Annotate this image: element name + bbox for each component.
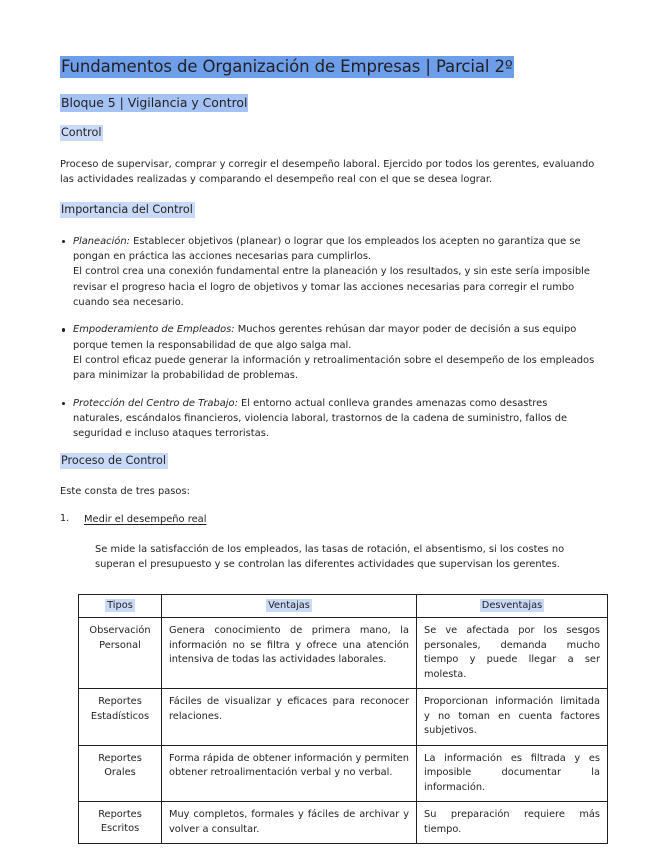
table-row xyxy=(79,689,608,745)
cell-desventajas: Se ve afectada por los sesgos personales, demanda mucho tiempo y puede llegar a ser molesta. xyxy=(417,618,608,689)
block-heading xyxy=(60,95,595,111)
cell-ventajas: Forma rápida de obtener información y permiten obtener retroalimentación verbal y no verbal. xyxy=(162,745,417,801)
page-title-text: Fundamentos de Organización de Empresas | Parcial 2º xyxy=(61,57,513,76)
bullet-text: Establecer objetivos (planear) o lograr que los empleados los acepten no garantiza que se pongan en práctica las acciones necesarias para cumplirlos. xyxy=(73,235,581,262)
list-item xyxy=(60,512,595,572)
cell-ventajas: Fáciles de visualizar y eficaces para reconocer relaciones. xyxy=(162,689,417,745)
section-heading-control-text: Control xyxy=(61,126,102,140)
cell-desventajas: Proporcionan información limitada y no toman en cuenta factores subjetivos. xyxy=(417,689,608,745)
bullet-text-secondary: El control crea una conexión fundamental entre la planeación y los resultados, y sin este sería imposible revisar el progreso hacia el logro de objetivos y tomar las acciones necesarias para corregir el rumbo cuando sea necesario. xyxy=(73,266,590,308)
list-item xyxy=(60,234,595,311)
table-header-row xyxy=(79,595,608,618)
bullet-text: El entorno actual conlleva grandes amenazas como desastres naturales, escándalos financieros, violencia laboral, trastornos de la cadena de suministro, fallos de seguridad e incluso ataques terroristas. xyxy=(73,397,568,440)
section-heading-importancia-text: Importancia del Control xyxy=(61,203,193,217)
table-row xyxy=(79,802,608,844)
step-body: Se mide la satisfacción de los empleados, las tasas de rotación, el absentismo, si los costes no superan el presupuesto y se controlan las diferentes actividades que supervisan los gerentes. xyxy=(95,543,565,571)
page-title xyxy=(60,56,595,78)
column-header-desventajas-text: Desventajas xyxy=(481,600,543,612)
importance-bullet-list xyxy=(60,234,595,442)
intro-paragraph: Proceso de supervisar, comprar y corregir el desempeño laboral. Ejercido por todos los gerentes, evaluando las actividades realizadas y comparando el desempeño real con el que se desea lograr. xyxy=(60,158,595,185)
block-heading-text: Bloque 5 | Vigilancia y Control xyxy=(61,95,248,111)
process-step-list xyxy=(60,512,595,572)
table-row xyxy=(79,745,608,801)
table-row xyxy=(79,618,608,689)
cell-tipo: Observación Personal xyxy=(79,618,162,689)
cell-desventajas: Su preparación requiere más tiempo. xyxy=(417,802,608,844)
bullet-lead: Planeación: xyxy=(73,235,130,247)
list-item xyxy=(60,396,595,442)
cell-tipo: Reportes Escritos xyxy=(79,802,162,844)
section-heading-control xyxy=(60,126,595,141)
types-table-wrapper xyxy=(60,594,600,844)
table-body xyxy=(79,618,608,844)
list-item xyxy=(60,322,595,383)
cell-ventajas: Genera conocimiento de primera mano, la información no se filtra y ofrece una atención intensiva de todas las actividades laborales. xyxy=(162,618,417,689)
section-heading-importancia xyxy=(60,203,595,218)
bullet-lead: Empoderamiento de Empleados: xyxy=(73,324,235,336)
column-header-ventajas xyxy=(162,595,417,618)
section-heading-proceso-text: Proceso de Control xyxy=(61,453,166,467)
table-header xyxy=(79,595,608,618)
bullet-text: Muchos gerentes rehúsan dar mayor poder de decisión a sus equipo porque temen la responsabilidad de que algo salga mal. xyxy=(73,324,577,351)
cell-tipo: Reportes Orales xyxy=(79,745,162,801)
cell-ventajas: Muy completos, formales y fáciles de archivar y volver a consultar. xyxy=(162,802,417,844)
bullet-text-secondary: El control eficaz puede generar la información y retroalimentación sobre el desempeño de los empleados para minimizar la probabilidad de problemas. xyxy=(73,355,595,382)
process-intro: Este consta de tres pasos: xyxy=(60,486,190,498)
column-header-tipos-text: Tipos xyxy=(107,600,133,612)
types-table xyxy=(78,594,608,844)
step-marker: 1. xyxy=(60,513,70,525)
cell-tipo: Reportes Estadísticos xyxy=(79,689,162,745)
section-heading-proceso xyxy=(60,454,595,469)
step-title: Medir el desempeño real xyxy=(84,514,207,526)
bullet-lead: Protección del Centro de Trabajo: xyxy=(73,397,238,409)
column-header-desventajas xyxy=(417,595,608,618)
column-header-ventajas-text: Ventajas xyxy=(268,600,310,612)
column-header-tipos xyxy=(79,595,162,618)
cell-desventajas: La información es filtrada y es imposible documentar la información. xyxy=(417,745,608,801)
